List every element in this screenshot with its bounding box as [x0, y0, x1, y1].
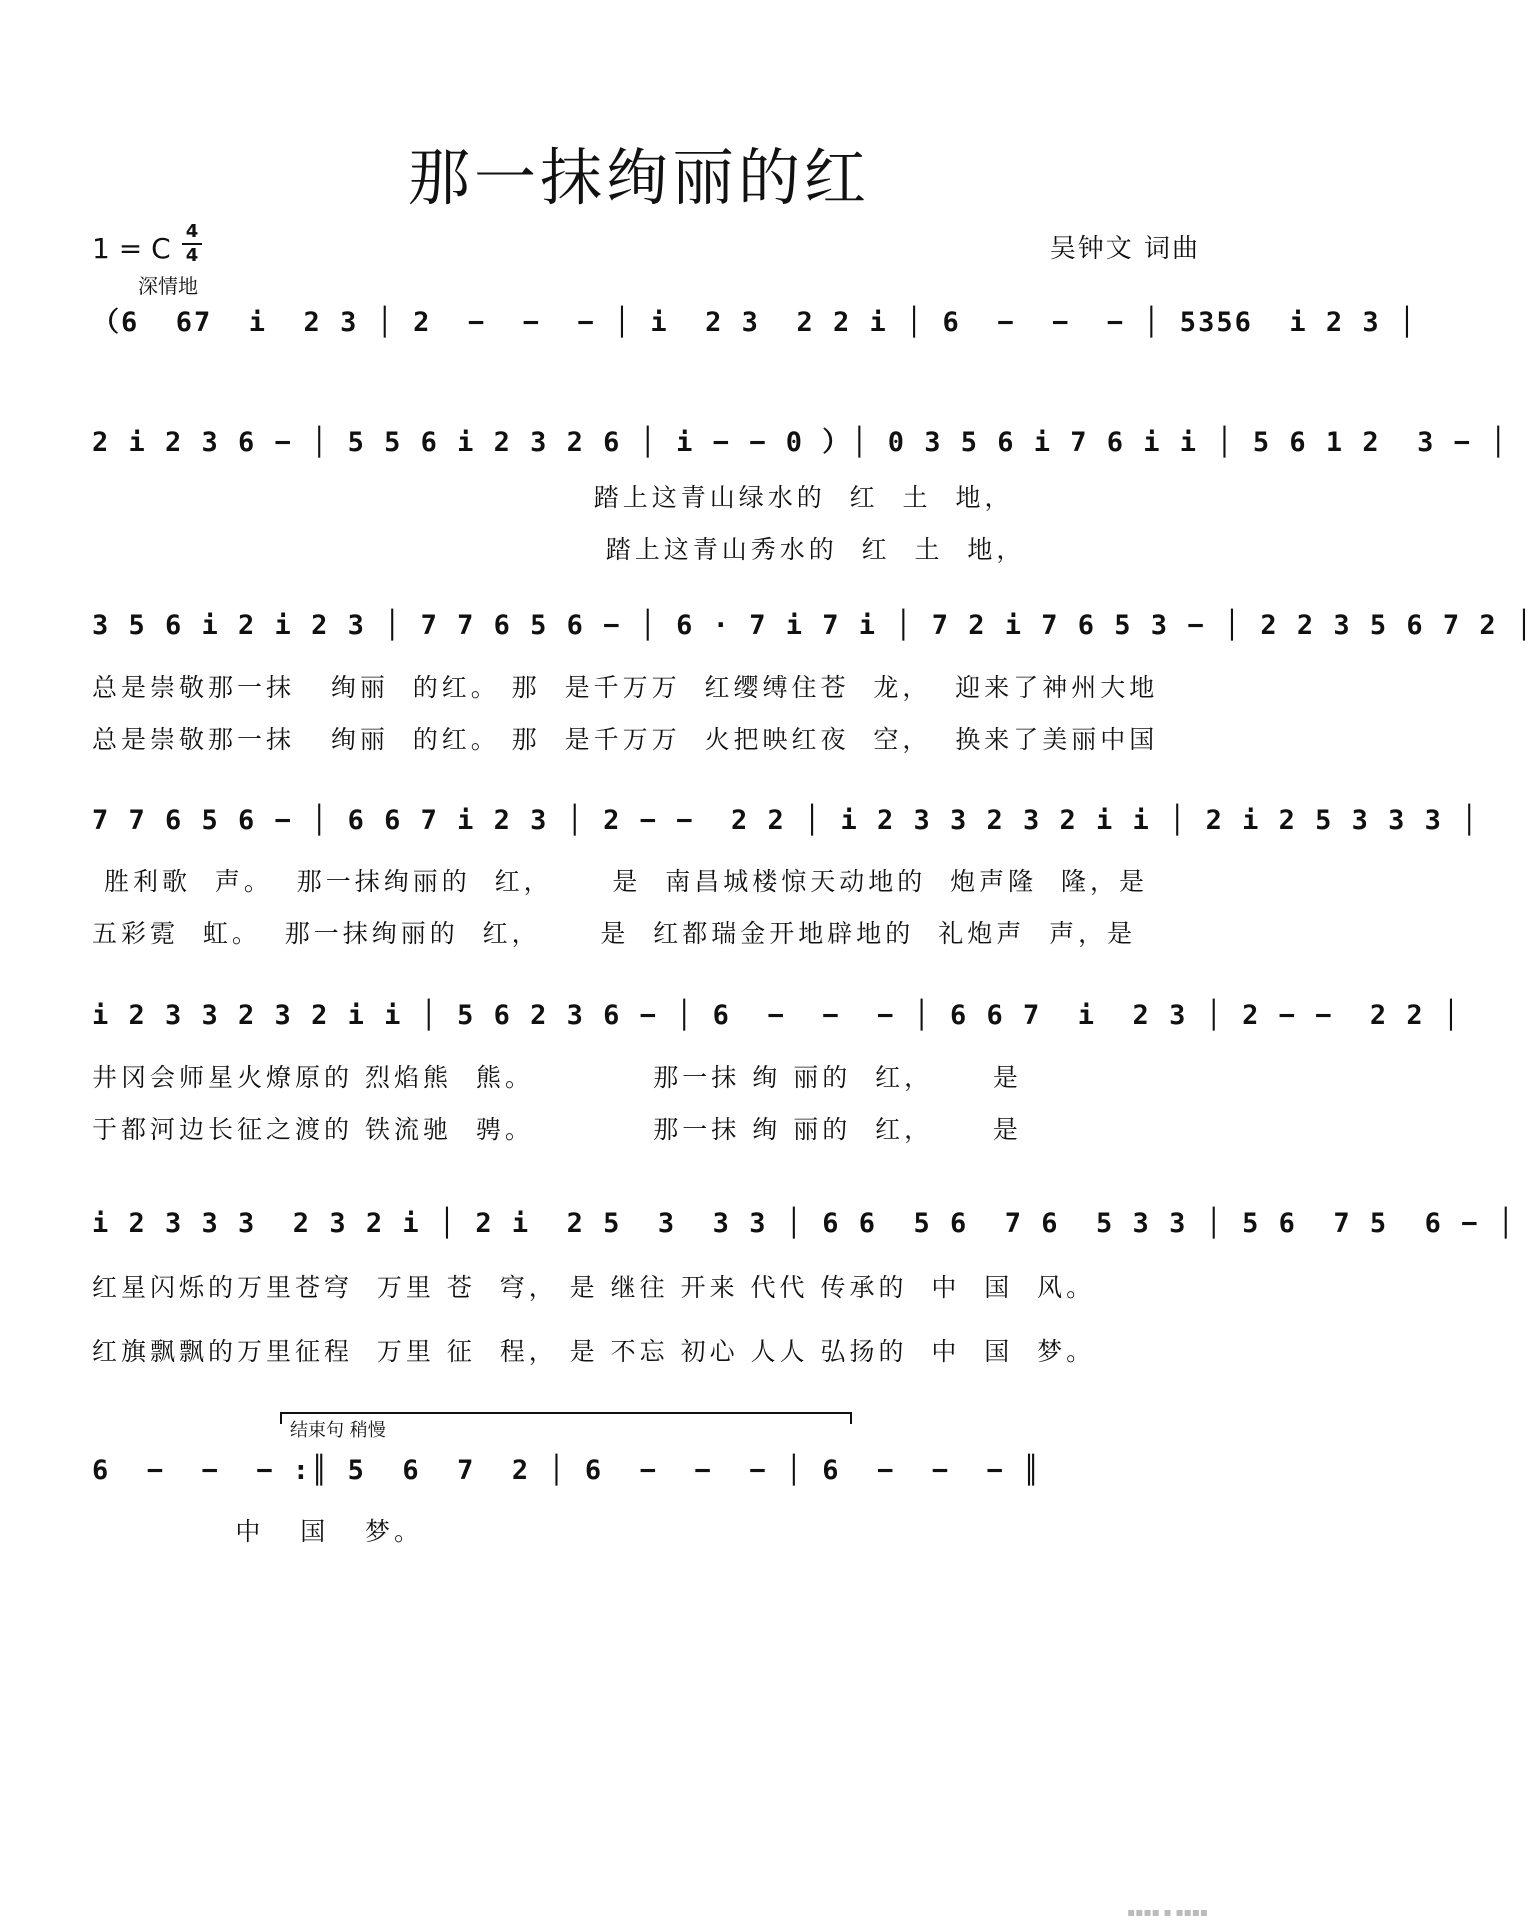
time-signature-bottom: 4: [185, 245, 199, 266]
notation-row: 6 − − − :║ 5 6 7 2 │ 6 − − − │ 6 − − − ║: [92, 1455, 1042, 1486]
song-title: 那一抹绚丽的红: [407, 141, 870, 214]
lyric-line: 胜利歌 声。 那一抹绚丽的 红， 是 南昌城楼惊天动地的 炮声隆 隆，是: [92, 867, 1149, 896]
lyric-line: 总是崇敬那一抹 绚丽 的红。 那 是千万万 红缨缚住苍 龙， 迎来了神州大地: [92, 673, 1159, 702]
lyric-line: 井冈会师星火燎原的 烈焰熊 熊。 那一抹 绚 丽的 红， 是: [92, 1063, 1022, 1092]
lyric-line: 红旗飘飘的万里征程 万里 征 程， 是 不忘 初心 人人 弘扬的 中 国 梦。: [92, 1337, 1096, 1366]
notation-row: 3 5 6 i 2 i 2 3 │ 7 7 6 5 6 − │ 6 · 7 i 7 i │ 7 2 i 7 6 5 3 − │ 2 2 3 5 6 7 2 │: [92, 610, 1534, 641]
lyric-line: 于都河边长征之渡的 铁流驰 骋。 那一抹 绚 丽的 红， 是: [92, 1115, 1022, 1144]
notation-row: 7 7 6 5 6 − │ 6 6 7 i 2 3 │ 2 − − 2 2 │ i 2 3 3 2 3 2 i i │ 2 i 2 5 3 3 3 │: [92, 805, 1480, 836]
notation-row: i 2 3 3 2 3 2 i i │ 5 6 2 3 6 − │ 6 − − − │ 6 6 7 i 2 3 │ 2 − − 2 2 │: [92, 1000, 1462, 1031]
lyric-line: 红星闪烁的万里苍穹 万里 苍 穹， 是 继往 开来 代代 传承的 中 国 风。: [92, 1273, 1096, 1302]
lyric-line: 踏上这青山秀水的 红 土 地，: [92, 535, 1026, 564]
lyric-line: 五彩霓 虹。 那一抹绚丽的 红， 是 红都瑞金开地辟地的 礼炮声 声，是: [92, 919, 1137, 948]
ending-label: 结束句 稍慢: [290, 1420, 386, 1441]
time-signature: [182, 222, 202, 266]
notation-row: 2 i 2 3 6 − │ 5 5 6 i 2 3 2 6 │ i − − 0 ）│ 0 3 5 6 i 7 6 i i │ 5 6 1 2 3 − │: [92, 427, 1509, 458]
key-signature: 1 = C: [92, 232, 171, 265]
lyric-line: 总是崇敬那一抹 绚丽 的红。 那 是千万万 火把映红夜 空， 换来了美丽中国: [92, 725, 1159, 754]
lyric-line: 中 国 梦。: [92, 1517, 424, 1546]
author-credit: 吴钟文 词曲: [1049, 234, 1200, 264]
expression-mark: 深情地: [138, 274, 198, 298]
notation-row: （6 67 i 2 3 │ 2 − − − │ i 2 3 2 2 i │ 6 − − − │ 5356 i 2 3 │: [92, 307, 1418, 338]
lyric-line: 踏上这青山绿水的 红 土 地，: [92, 483, 1014, 512]
notation-row: i 2 3 3 3 2 3 2 i │ 2 i 2 5 3 3 3 │ 6 6 5 6 7 6 5 3 3 │ 5 6 7 5 6 − │: [92, 1208, 1516, 1239]
time-signature-top: 4: [185, 221, 199, 242]
watermark-mark: ▪▪▪▪ ▪ ▪▪▪▪: [1127, 1905, 1208, 1919]
